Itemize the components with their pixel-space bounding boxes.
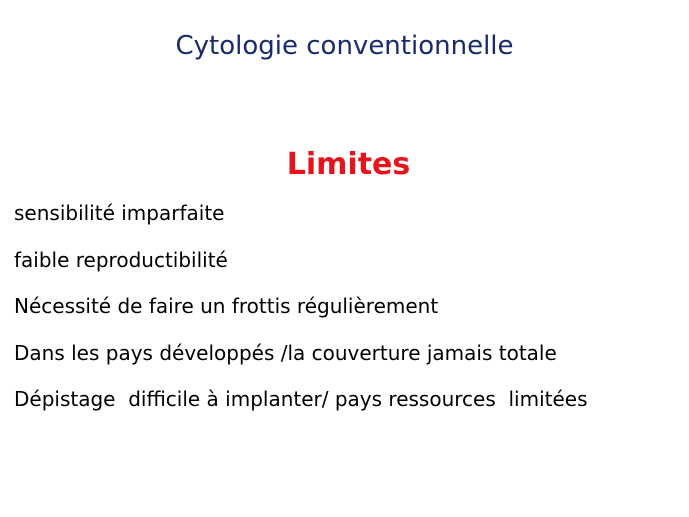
slide-title: Cytologie conventionnelle — [175, 31, 514, 61]
bullet-item: Dépistage difficile à implanter/ pays ressources limitées — [14, 387, 588, 411]
bullet-list — [14, 198, 679, 431]
bullet-item: sensibilité imparfaite — [14, 201, 225, 225]
bullet-item: Dans les pays développés /la couverture jamais totale — [14, 340, 557, 365]
bullet-item: faible reproductibilité — [14, 247, 228, 272]
bullet-item: Nécessité de faire un frottis régulièrement — [14, 294, 439, 318]
slide-subtitle: Limites — [286, 147, 411, 182]
